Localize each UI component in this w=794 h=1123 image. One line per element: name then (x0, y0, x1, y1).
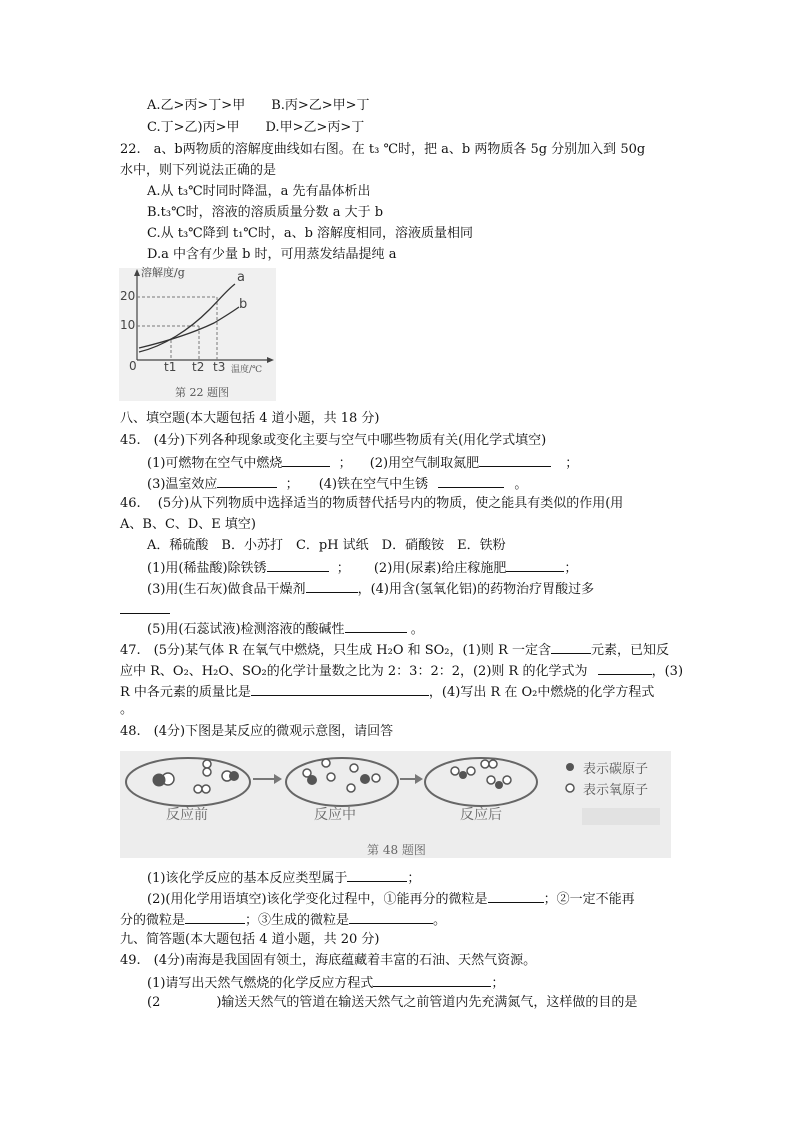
q47-line4: 。 (120, 702, 134, 717)
graph-origin: 0 (129, 359, 137, 373)
q48-blank1[interactable] (347, 868, 407, 882)
q46-p5: (5)用(石蕊试液)检测溶液的酸碱性 (147, 622, 345, 637)
q46-semi1: ； (336, 561, 350, 576)
q47-l2a: 应中 R、O₂、H₂O、SO₂的化学计量数之比为 2：3：2：2，(2)则 R 的化学式为 (120, 664, 588, 679)
q46-stem2: A、B、C、D、E 填空) (120, 517, 257, 532)
q49-stem: 49. (4分)南海是我国固有领土，海底蕴藏着丰富的石油、天然气资源。 (120, 953, 537, 968)
q49-line1 (147, 973, 504, 993)
q47-blank1[interactable] (551, 640, 591, 654)
q48-line3 (120, 910, 446, 930)
before-o-atom (203, 760, 211, 768)
q46-p4: ，(4)用含(氢氧化铝)的药物治疗胃酸过多 (357, 582, 595, 597)
q47-line1 (120, 640, 669, 660)
q49-p1: (1)请写出天然气燃烧的化学反应方程式 (147, 976, 374, 991)
q45-blank2[interactable] (479, 453, 551, 467)
q45-end: 。 (514, 477, 528, 492)
graph-caption: 第 22 题图 (175, 386, 229, 399)
q47-l2b: ，(3) (651, 664, 684, 679)
q47-blank3[interactable] (251, 682, 429, 696)
graph-curve-a-label: a (237, 270, 245, 285)
q22-option-c: C.从 t₃℃降到 t₁℃时，a、b 溶解度相同，溶液质量相同 (147, 226, 474, 241)
q46-line3 (147, 619, 424, 639)
q48-blank4[interactable] (349, 910, 433, 924)
q46-colon: ； (564, 561, 578, 576)
q46-p1: (1)用(稀盐酸)除铁锈 (147, 561, 267, 576)
q46-blank4[interactable] (120, 600, 170, 614)
after-c-atom (495, 781, 503, 789)
after-o-atom (451, 767, 459, 775)
q45-p3: (3)温室效应 (147, 477, 218, 492)
q21-options-cd: C.丁>乙)丙>甲 D.甲>乙>丙>丁 (147, 120, 365, 135)
q46-line2 (147, 579, 594, 599)
legend-c-atom-icon (566, 763, 574, 771)
before-o-atom (202, 785, 210, 793)
during-o-atom (350, 764, 358, 772)
after-c-atom (459, 771, 467, 779)
q47-l1a: 47. (5分)某气体 R 在氧气中燃烧，只生成 H₂O 和 SO₂，(1)则 R 一定含 (120, 643, 551, 658)
q22-option-b: B.t₃℃时，溶液的溶质质量分数 a 大于 b (147, 205, 384, 220)
q48-p2a: (2)(用化学用语填空)该化学变化过程中，①能再分的微粒是 (147, 892, 488, 907)
q49-blank1[interactable] (373, 973, 491, 987)
q21-options-ab: A.乙>丙>丁>甲 B.丙>乙>甲>丁 (147, 98, 370, 113)
before-ellipse (126, 758, 250, 806)
q47-blank2[interactable] (598, 661, 652, 675)
label-after: 反应后 (460, 807, 502, 823)
y-axis-arrow (134, 269, 140, 276)
q48-p2b: ；②一定不能再 (543, 892, 635, 907)
q48-p1: (1)该化学反应的基本反应类型属于 (147, 871, 348, 886)
during-c-atom (360, 774, 370, 784)
q45-blank3[interactable] (217, 474, 277, 488)
after-o-atom (467, 767, 475, 775)
arrow-2-head (415, 774, 423, 784)
q49-p2b: )输送天然气的管道在输送天然气之前管道内先充满氮气，这样做的目的是 (216, 995, 638, 1010)
q45-semi2: ； (565, 456, 579, 471)
q48-line1 (147, 868, 420, 888)
q22-stem-line1: 22. a、b两物质的溶解度曲线如右图。在 t₃ ℃时，把 a、b 两物质各 5g 分别加入到 50g (120, 142, 646, 157)
q48-caption: 第 48 题图 (367, 843, 426, 857)
q45-p1: (1)可燃物在空气中燃烧 (147, 456, 283, 471)
q45-semi3: ； (285, 477, 299, 492)
arrow-1-head (274, 774, 282, 784)
q22-option-d: D.a 中含有少量 b 时，可用蒸发结晶提纯 a (147, 247, 397, 262)
q45-semi1: ； (338, 456, 352, 471)
q46-line1 (147, 558, 577, 578)
q45-blank1[interactable] (282, 453, 330, 467)
graph-x-label: 温度/℃ (231, 365, 263, 375)
legend-c-label: 表示碳原子 (583, 762, 649, 777)
solubility-graph-svg (119, 268, 276, 401)
q46-p3: (3)用(生石灰)做食品干燥剂 (147, 582, 306, 597)
q47-line2 (120, 661, 683, 681)
q47-l3b: ，(4)写出 R 在 O₂中燃烧的化学方程式 (428, 685, 655, 700)
q46-blank3[interactable] (306, 579, 358, 593)
q48-blank2[interactable] (488, 889, 544, 903)
q45-line1 (147, 453, 578, 473)
q48-p2c: 分的微粒是 (120, 913, 186, 928)
during-o-atom (347, 784, 355, 792)
q46-end: 。 (410, 622, 424, 637)
q22-stem-line2: 水中，则下列说法正确的是 (120, 163, 277, 178)
q48-end: 。 (433, 913, 447, 928)
q45-blank4[interactable] (438, 474, 504, 488)
q49-p2a: (2 (147, 995, 161, 1010)
graph-tick-t1: t1 (164, 360, 177, 374)
before-o-atom (203, 768, 211, 776)
during-o-atom (322, 759, 330, 767)
q22-option-a: A.从 t₃℃时同时降温，a 先有晶体析出 (147, 184, 371, 199)
q45-p2: (2)用空气制取氮肥 (369, 456, 480, 471)
during-o-atom (372, 774, 380, 782)
during-c-atom (307, 775, 317, 785)
legend-patch (582, 808, 660, 825)
reaction-diagram (120, 751, 671, 858)
q46-blank2[interactable] (506, 558, 564, 572)
legend-o-label: 表示氧原子 (583, 783, 649, 798)
q46-stem1: 46. (5分)从下列物质中选择适当的物质替代括号内的物质，使之能具有类似的作用(用 (120, 496, 624, 511)
q48-blank3[interactable] (185, 910, 245, 924)
before-o-atom (194, 785, 202, 793)
q47-l3a: R 中各元素的质量比是 (120, 685, 251, 700)
before-c-atom (153, 774, 165, 786)
during-o-atom (327, 773, 335, 781)
q48-stem: 48. (4分)下图是某反应的微观示意图，请回答 (120, 724, 394, 739)
after-o-atom (489, 760, 497, 768)
graph-tick-10: 10 (120, 318, 136, 332)
q46-blank5[interactable] (345, 619, 407, 633)
q45-stem: 45. (4分)下列各种现象或变化主要与空气中哪些物质有关(用化学式填空) (120, 433, 547, 448)
q46-p2: (2)用(尿素)给庄稼施肥 (373, 561, 507, 576)
q48-line2 (147, 889, 635, 909)
q49-semi1: ； (491, 976, 505, 991)
q45-line2 (147, 474, 527, 494)
after-o-atom (481, 760, 489, 768)
label-before: 反应前 (166, 807, 208, 823)
q46-blank1[interactable] (267, 558, 329, 572)
legend-o-atom-icon (566, 784, 574, 792)
q47-line3 (120, 682, 654, 702)
q49-line2 (147, 994, 637, 1012)
after-o-atom (487, 776, 495, 784)
curve-a (139, 284, 235, 352)
solubility-graph (119, 268, 276, 401)
section-9-title: 九、简答题(本大题包括 4 道小题，共 20 分) (120, 932, 380, 947)
q45-p4: (4)铁在空气中生锈 (318, 477, 429, 492)
after-o-atom (503, 776, 511, 784)
graph-tick-t3: t3 (213, 360, 226, 374)
q47-l1b: 元素，已知反 (591, 643, 670, 658)
before-c-atom (229, 771, 239, 781)
graph-y-label: 溶解度/g (141, 266, 185, 279)
q48-semi1: ； (407, 871, 421, 886)
graph-tick-20: 20 (120, 289, 136, 303)
graph-tick-t2: t2 (192, 360, 205, 374)
q46-choices: A．稀硫酸 B．小苏打 C．pH 试纸 D．硝酸铵 E．铁粉 (147, 538, 506, 553)
x-axis-arrow (267, 357, 274, 363)
label-during: 反应中 (314, 807, 356, 823)
section-8-title: 八、填空题(本大题包括 4 道小题，共 18 分) (120, 411, 380, 426)
during-ellipse (286, 758, 398, 806)
q48-p2d: ；③生成的微粒是 (245, 913, 350, 928)
graph-curve-b-label: b (239, 297, 248, 312)
